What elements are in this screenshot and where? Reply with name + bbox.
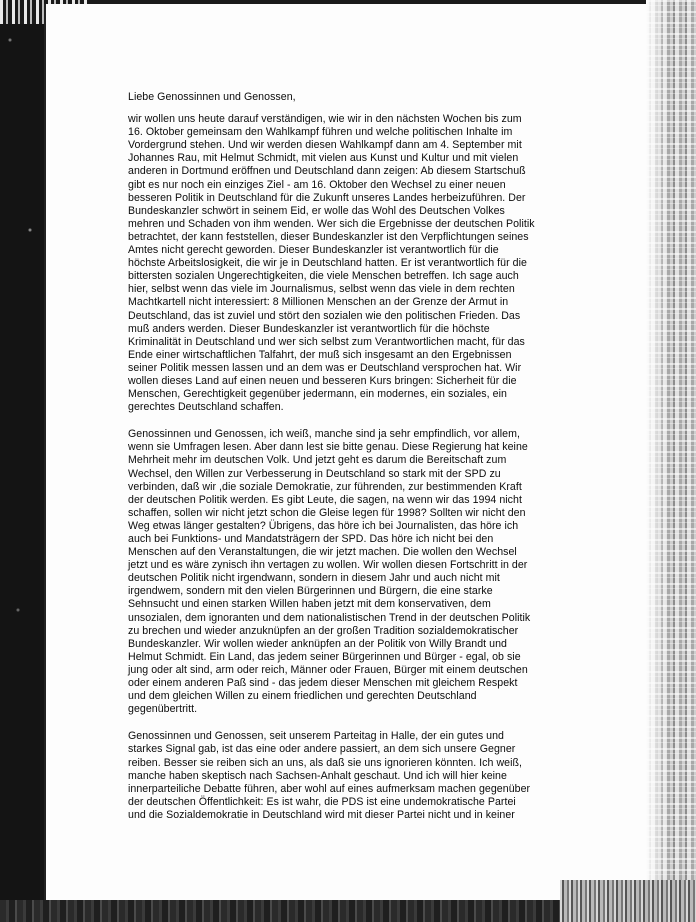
text-line: 16. Oktober gemeinsam den Wahlkampf führen und welche politischen Inhalte im [128,126,513,139]
text-line: bittersten sozialen Ungerechtigkeiten, die viele Menschen betreffen. Ich sage auch [128,270,519,283]
text-line: Mehrheit mehr im deutschen Volk. Und jetzt geht es darum die Bereitschaft zum [128,454,507,467]
text-line: und die Sozialdemokratie in Deutschland wird mit dieser Partei nicht und in keiner [128,808,515,821]
paragraph-3 [128,730,558,822]
text-line: gibt es nur noch ein einziges Ziel - am 16. Oktober den Wechsel zu einer neuen [128,178,506,191]
text-line: der deutschen Politik werden. Es gibt Leute, die sagen, na wenn wir das 1994 nicht [128,493,522,506]
text-line: Kriminalität in Deutschland und wer sich selbst zum Verantwortlichen macht, für das [128,335,525,348]
text-line: auch bei Funktions- und Mandatsträgern der SPD. Das höre ich nicht bei den [128,533,494,545]
text-line: besseren Politik in Deutschland für die Zukunft unseres Landes herbeizuführen. Der [128,191,526,204]
text-line: Ende einer wirtschaftlichen Talfahrt, der muß sich insgesamt an den Ergebnissen [128,348,512,361]
text-line: Genossinnen und Genossen, ich weiß, manche sind ja sehr empfindlich, vor allem, [128,428,520,441]
text-line: deutschen Politik nicht irgendwann, sondern in diesem Jahr und auch nicht mit [128,572,500,585]
letter-body [128,91,558,836]
text-line: wir wollen uns heute darauf verständigen, wie wir in den nächsten Wochen bis zum [128,113,522,126]
text-line: Johannes Rau, mit Helmut Schmidt, mit vielen aus Kunst und Kultur und mit vielen [128,152,519,165]
text-line: betrachtet, der kann feststellen, dieser Bundeskanzler ist den Verpflichtungen seines [128,230,529,243]
text-line: innerparteiliche Debatte führen, aber wohl auf eines aufmerksam machen gegenüber [128,782,531,795]
text-line: jung oder alt sind, arm oder reich, Männer oder Frauen, Bürger mit einem deutschen [128,663,528,676]
text-line: Bundeskanzler schwört in seinem Eid, er wolle das Wohl des Deutschen Volkes [128,204,505,217]
text-line: starkes Signal gab, ist das eine oder andere passiert, an dem sich unsere Gegner [128,743,516,756]
text-line: reiben. Besser sie reiben sich an uns, als daß sie uns ignorieren könnten. Ich weiß, [128,756,523,769]
text-line: Amtes nicht gerecht geworden. Dieser Bundeskanzler ist verantwortlich für die [128,244,499,257]
text-line: manche haben skeptisch nach Sachsen-Anhalt geschaut. Und ich will hier keine [128,769,507,782]
text-line: Vordergrund stehen. Und wir werden diesen Wahlkampf dann am 4. September mit [128,139,522,152]
text-line: Machtkartell nicht interessiert: 8 Millionen Menschen an der Grenze der Armut in [128,296,509,309]
text-line: Menschen auf den Veranstaltungen, die wir jetzt machen. Die wollen den Wechsel [128,546,517,559]
text-line: Weg etwas länger gestalten? Übrigens, das höre ich bei Journalisten, das höre ich [128,519,519,532]
text-line: verbinden, daß wir ,die soziale Demokratie, zur führenden, zur bestimmenden Kraft [128,480,522,493]
text-line: der deutschen Öffentlichkeit: Es ist wahr, die PDS ist eine undemokratische Partei [128,795,516,808]
text-line: Menschen, Gerechtigkeit gegenüber jedermann, ein modernes, ein soziales, ein [128,388,507,401]
text-line: Genossinnen und Genossen, seit unserem Parteitag in Halle, der ein gutes und [128,730,504,743]
text-line: und dem gleichen Willen zu einem friedlichen und gerechten Deutschland [128,690,477,703]
text-line: wenn sie Umfragen lesen. Aber dann lest sie bitte genau. Diese Regierung hat keine [128,441,528,454]
paragraph-1 [128,113,558,414]
scan-bottom-noise [560,880,696,922]
text-line: unsozialen, dem ignoranten und dem nationalistischen Trend in der deutschen Politik [128,611,531,624]
text-line: Bundeskanzler. Wir wollen wieder anknüpfen an der Politik von Willy Brandt und [128,637,507,650]
text-line: Helmut Schmidt. Ein Land, das jedem seiner Bürgerinnen und Bürger - egal, ob sie [128,650,521,663]
text-line: mehren und Schaden von ihm wenden. Wer sich die Ergebnisse der deutschen Politik [128,217,535,230]
text-line: muß anders werden. Dieser Bundeskanzler ist verantwortlich für die höchste [128,322,490,335]
text-line: gerechtes Deutschland schaffen. [128,401,284,414]
text-line: anderen in Dortmund eröffnen und Deutschland dann zeigen: Ab diesem Startschuß [128,165,526,178]
paragraph-2 [128,428,558,716]
salutation: Liebe Genossinnen und Genossen, [128,91,296,103]
text-line: oder einem anderen Paß sind - das jedem dieser Menschen mit gleichem Respekt [128,677,518,690]
text-line: gegenübertritt. [128,703,198,716]
text-line: schaffen, sollen wir nicht jetzt schon die Gleise legen für 1998? Sollten wir nicht den [128,506,526,519]
text-line: Deutschland, das ist zuviel und stört den sozialen wie den politischen Frieden. Das [128,309,521,322]
text-line: irgendwem, sondern mit den vielen Bürgerinnen und Bürgern, die eine starke [128,585,493,598]
scan-left-margin [0,0,44,922]
text-line: seiner Politik messen lassen und an dem was er Deutschland versprochen hat. Wir [128,361,522,374]
text-line: hier, selbst wenn das viele im Journalismus, selbst wenn das viele in dem rechten [128,283,515,296]
text-line: Sehnsucht und einen starken Willen haben jetzt mit dem konservativen, dem [128,598,491,611]
text-line: höchste Arbeitslosigkeit, die wir je in Deutschland hatten. Er ist verantwortlich für die [128,257,527,270]
text-line: zu brechen und wieder anzuknüpfen an der großen Tradition sozialdemokratischer [128,624,519,637]
scan-right-edge-fade [646,0,666,922]
text-line: jetzt und es wäre zynisch ihn vertagen zu wollen. Wir wollen diesen Fortschritt in der [128,559,528,572]
text-line: wollen dieses Land auf einen neuen und besseren Kurs bringen: Sicherheit für die [128,374,517,387]
text-line: Wechsel, den Willen zur Verbesserung in Deutschland so stark mit der SPD zu [128,467,501,480]
